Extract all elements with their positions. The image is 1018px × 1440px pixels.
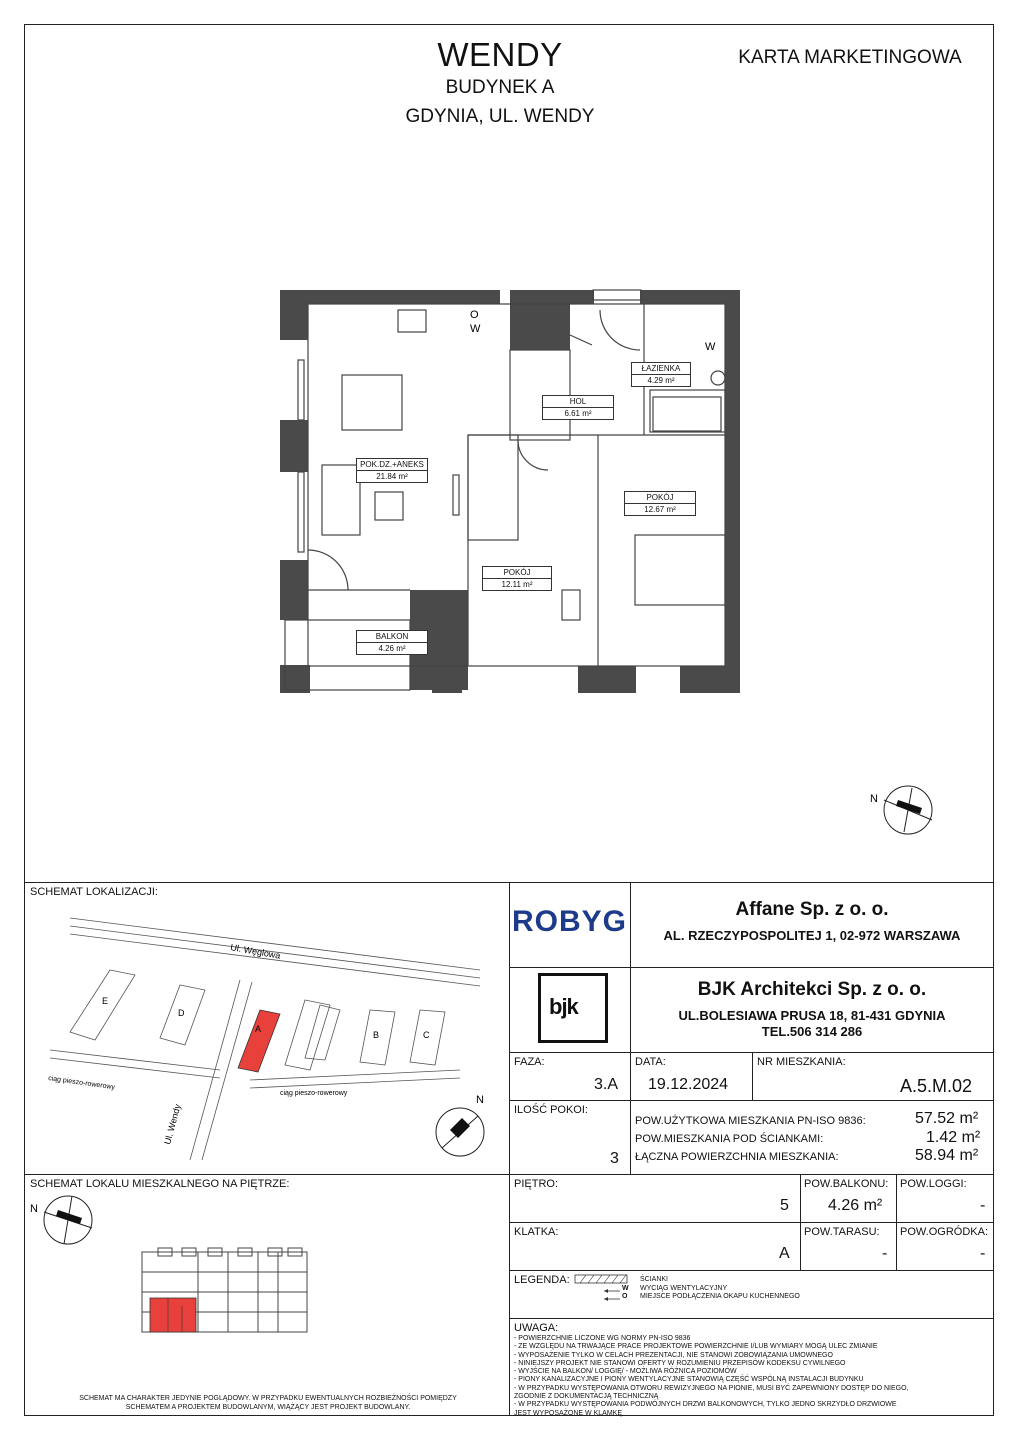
building-a: A: [255, 1024, 262, 1034]
legend-o-mark: O: [622, 1293, 628, 1300]
floor-scheme-plan: [138, 1246, 318, 1338]
room-label-bedroom-1: POKÓJ 12.67 m²: [624, 491, 696, 516]
floor-scheme-north-arrow: [28, 1190, 100, 1250]
note-item: JEST WYPOSAŻONE W KLAMKĘ: [514, 1409, 623, 1417]
room-label-living-kitchen: POK.DZ.+ANEKS 21.84 m²: [356, 458, 428, 483]
usable-area-value: 57.52 m²: [915, 1110, 979, 1127]
architect-name: BJK Architekci Sp. z o. o.: [697, 979, 927, 1000]
project-title: WENDY: [437, 36, 563, 73]
card-type: KARTA MARKETINGOWA: [738, 47, 962, 68]
rooms-count-value: 3: [610, 1150, 619, 1167]
loggia-area-label: POW.LOGGI:: [900, 1178, 967, 1190]
apartment-floor-plan: [270, 280, 750, 700]
note-item: - ZE WZGLĘDU NA TRWAJĄCE PRACE PROJEKTOWE POWIERZCHNIE I/LUB WYMIARY MOGĄ ULEC ZMIANIE: [514, 1343, 878, 1351]
balcony-area-label: POW.BALKONU:: [804, 1178, 889, 1190]
investor-name: Affane Sp. z o. o.: [735, 899, 889, 920]
note-item: - WYJŚCIE NA BALKON/ LOGGIĘ/ - MOŻLIWA RÓŻNICA POZIOMÓW: [514, 1368, 737, 1376]
investor-address: AL. RZECZYPOSPOLITEJ 1, 02-972 WARSZAWA: [663, 928, 961, 943]
wall-area-label: POW.MIESZKANIA POD ŚCIANKAMI:: [635, 1133, 824, 1145]
legend-walls: ŚCIANKI: [640, 1276, 669, 1283]
garden-area-label: POW.OGRÓDKA:: [900, 1226, 989, 1238]
floor-scheme-disclaimer: SCHEMAT MA CHARAKTER JEDYNIE POGLĄDOWY. W PRZYPADKU EWENTUALNYCH ROZBIEŻNOŚCI POMIĘDZY SCHEMATEM A PROJEKTEM BUDOWLANYM, WIĄŻĄCY JEST PROJEKT BUDOWLANY.: [79, 1395, 457, 1411]
loggia-area-value: -: [980, 1197, 986, 1214]
legend-label: LEGENDA:: [514, 1274, 570, 1286]
vent-marker: W: [470, 323, 481, 335]
notes-label: UWAGA:: [514, 1322, 559, 1334]
staircase-label: KLATKA:: [514, 1226, 559, 1238]
street-label-weglowa: Ul. Węglowa: [229, 942, 282, 961]
note-item: - WYPOSAŻENIE TYLKO W CELACH PREZENTACJI, NIE STANOWI ZOBOWIĄZANIA UMOWNEGO: [514, 1351, 833, 1359]
floor-scheme-north-letter: N: [30, 1203, 38, 1215]
floor-value: 5: [780, 1197, 789, 1214]
wall-area-value: 1.42 m²: [926, 1129, 981, 1146]
location-scheme-label: SCHEMAT LOKALIZACJI:: [30, 886, 158, 898]
architect-phone: TEL.506 314 286: [761, 1024, 863, 1039]
floor-scheme-label: SCHEMAT LOKALU MIESZKALNEGO NA PIĘTRZE:: [30, 1178, 290, 1190]
usable-area-label: POW.UŻYTKOWA MIESZKANIA PN-ISO 9836:: [635, 1115, 866, 1127]
building-c: C: [423, 1030, 430, 1040]
total-area-label: ŁĄCZNA POWIERZCHNIA MIESZKANIA:: [635, 1151, 839, 1163]
building-name: BUDYNEK A: [445, 77, 555, 98]
garden-area-value: -: [980, 1245, 986, 1262]
bjk-logo: bjk: [538, 973, 608, 1043]
path-label-1: ciąg pieszo-rowerowy: [47, 1075, 116, 1092]
hood-marker: O: [470, 309, 479, 321]
architect-address: UL.BOLESIAWA PRUSA 18, 81-431 GDYNIA: [678, 1008, 946, 1023]
project-address: GDYNIA, UL. WENDY: [405, 106, 595, 127]
apartment-number-label: NR MIESZKANIA:: [757, 1056, 846, 1068]
terrace-area-value: -: [882, 1245, 888, 1262]
legend-hood: MIEJSCE PODŁĄCZENIA OKAPU KUCHENNEGO: [640, 1293, 800, 1300]
building-e: E: [102, 996, 109, 1006]
balcony-area-value: 4.26 m²: [828, 1197, 883, 1214]
faza-value: 3.A: [594, 1076, 619, 1093]
floor-label: PIĘTRO:: [514, 1178, 559, 1190]
vent-marker-bath: W: [705, 341, 716, 353]
legend-w-mark: W: [622, 1285, 629, 1292]
room-label-balcony: BALKON 4.26 m²: [356, 630, 428, 655]
street-label-wendy: Ul. Wendy: [162, 1102, 183, 1146]
rooms-count-label: ILOŚĆ POKOI:: [514, 1104, 588, 1116]
date-value: 19.12.2024: [648, 1076, 729, 1093]
date-label: DATA:: [635, 1056, 666, 1068]
note-item: - W PRZYPADKU WYSTĘPOWANIA PODWÓJNYCH DRZWI BALKONOWYCH, TYLKO JEDNO SKRZYDŁO DRZWIOWE: [514, 1401, 897, 1409]
note-item: - NINIEJSZY PROJEKT NIE STANOWI OFERTY W ROZUMIENIU PRZEPISÓW KODEKSU CYWILNEGO: [514, 1359, 846, 1367]
path-label-2: ciąg pieszo-rowerowy: [280, 1090, 348, 1097]
room-label-hall: HOL 6.61 m²: [542, 395, 614, 420]
note-item: - POWIERZCHNIE LICZONE WG NORMY PN-ISO 9836: [514, 1335, 691, 1342]
staircase-value: A: [779, 1245, 790, 1262]
faza-label: FAZA:: [514, 1056, 545, 1068]
notes-list: [514, 1335, 984, 1418]
north-letter: N: [870, 793, 878, 805]
apartment-number-value: A.5.M.02: [900, 1076, 973, 1096]
note-item: - PIONY KANALIZACYJNE I PIONY WENTYLACYJNE STANOWIĄ CZĘŚĆ WSPÓLNĄ INSTALACJI BUDYNKU: [514, 1376, 864, 1384]
building-b: B: [373, 1030, 380, 1040]
room-label-bedroom-2: POKÓJ 12.11 m²: [482, 566, 552, 591]
legend-vent: WYCIĄG WENTYLACYJNY: [640, 1285, 728, 1292]
north-arrow-plan: [866, 780, 936, 840]
location-map: [40, 900, 500, 1170]
total-area-value: 58.94 m²: [915, 1147, 979, 1164]
note-item: - W PRZYPADKU WYSTĘPOWANIA OTWORU REWIZYJNEGO NA PIONIE, MUSI BYĆ ZAPEWNIONY DOSTĘP DO NIEGO,: [514, 1384, 909, 1392]
terrace-area-label: POW.TARASU:: [804, 1226, 880, 1238]
robyg-logo: ROBYG: [512, 905, 628, 938]
building-d: D: [178, 1008, 185, 1018]
room-label-bathroom: ŁAZIENKA 4.29 m²: [631, 362, 691, 387]
location-north-letter: N: [476, 1094, 484, 1106]
note-item: ZGODNIE Z DOKUMENTACJĄ TECHNICZNĄ: [514, 1393, 659, 1401]
